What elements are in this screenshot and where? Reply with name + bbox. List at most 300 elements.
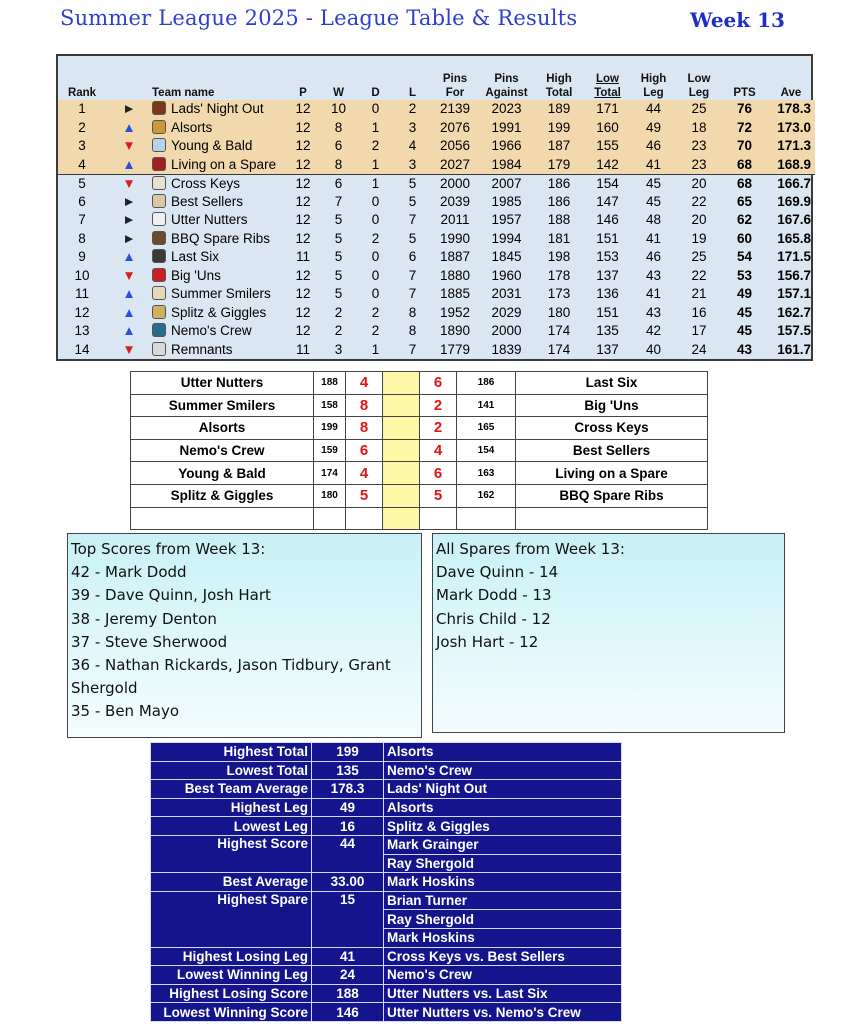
cell-lt: 137 xyxy=(596,341,619,357)
empty-cell xyxy=(457,507,516,529)
league-row xyxy=(58,304,815,323)
league-row xyxy=(58,230,815,249)
cell-p: 12 xyxy=(286,119,320,138)
cell-pf: 1890 xyxy=(439,323,471,339)
cell-pts: 72 xyxy=(722,119,767,138)
cell-lt: 171 xyxy=(584,100,631,119)
team-name-cell xyxy=(152,211,286,230)
home-legs: 5 xyxy=(346,484,383,507)
cell-pa: 1985 xyxy=(491,193,522,209)
stat-holder: Nemo's Crew xyxy=(384,966,622,985)
cell-ht: 173 xyxy=(547,286,571,302)
away-team: Living on a Spare xyxy=(516,462,708,485)
cell-w: 2 xyxy=(334,323,343,339)
spare-line: Dave Quinn - 14 xyxy=(436,563,559,582)
cell-w: 8 xyxy=(320,119,357,138)
rank-cell: 2 xyxy=(58,119,106,138)
cell-pts: 53 xyxy=(736,267,753,283)
cell-pa: 2000 xyxy=(491,323,522,339)
team-crest-icon xyxy=(152,120,166,134)
stat-value: 199 xyxy=(312,743,384,762)
stat-holder: Splitz & Giggles xyxy=(384,817,622,836)
cell-p: 11 xyxy=(295,341,310,357)
cell-pa: 1991 xyxy=(479,119,534,138)
stat-label: Highest Losing Score xyxy=(151,984,312,1003)
cell-ht: 189 xyxy=(534,100,584,119)
league-row xyxy=(58,119,815,138)
team-name: Best Sellers xyxy=(171,193,244,209)
cell-ll: 24 xyxy=(691,341,707,357)
cell-p: 12 xyxy=(286,156,320,175)
top-score-line: 39 - Dave Quinn, Josh Hart xyxy=(71,586,271,605)
team-name-cell xyxy=(152,119,286,138)
stat-value: 135 xyxy=(312,761,384,780)
cell-pts: 68 xyxy=(722,174,767,193)
col-p: P xyxy=(299,87,307,99)
cell-l: 8 xyxy=(408,304,417,320)
cell-pa: 1994 xyxy=(491,230,522,246)
cell-pf: 2027 xyxy=(431,156,479,175)
away-legs: 6 xyxy=(420,372,457,395)
team-crest-icon xyxy=(152,342,166,356)
col-low-leg: Low Leg xyxy=(687,73,711,99)
cell-pa: 1845 xyxy=(491,249,522,265)
result-divider xyxy=(383,372,420,395)
away-total: 163 xyxy=(457,462,516,485)
cell-w: 10 xyxy=(320,100,357,119)
cell-p: 11 xyxy=(295,249,310,265)
cell-l: 7 xyxy=(408,341,417,357)
league-row xyxy=(58,285,815,304)
cell-ll: 19 xyxy=(691,230,707,246)
stat-holder: Nemo's Crew xyxy=(384,761,622,780)
cell-d: 1 xyxy=(357,156,394,175)
rank-cell: 5 xyxy=(58,174,106,193)
col-pins-against: Pins Against xyxy=(485,73,528,99)
cell-hl: 46 xyxy=(645,249,662,265)
stat-holder: Alsorts xyxy=(384,743,622,762)
col-team: Team name xyxy=(152,87,215,99)
rank-cell: 10 xyxy=(74,267,90,283)
cell-ave: 169.9 xyxy=(777,193,811,209)
cell-lt: 160 xyxy=(584,119,631,138)
cell-p: 12 xyxy=(295,212,311,228)
cell-hl: 45 xyxy=(631,174,676,193)
team-crest-icon xyxy=(152,176,166,190)
away-total: 141 xyxy=(457,394,516,417)
league-row xyxy=(58,137,815,156)
cell-ave: 173.0 xyxy=(767,119,815,138)
cell-pts: 49 xyxy=(736,286,753,302)
cell-ave: 157.1 xyxy=(777,286,811,302)
team-name: Splitz & Giggles xyxy=(171,304,267,320)
cell-pa: 2031 xyxy=(491,286,522,302)
top-score-line: 38 - Jeremy Denton xyxy=(71,609,217,628)
league-row xyxy=(58,322,815,341)
cell-ll: 23 xyxy=(676,156,722,175)
cell-pa: 1960 xyxy=(491,267,522,283)
team-crest-icon xyxy=(152,286,166,300)
cell-l: 3 xyxy=(394,119,431,138)
stat-value: 49 xyxy=(312,798,384,817)
team-crest-icon xyxy=(152,305,166,319)
movement-same-icon: ► xyxy=(122,212,136,228)
rank-cell: 7 xyxy=(78,212,86,228)
cell-ave: 171.3 xyxy=(767,137,815,156)
team-name-cell xyxy=(152,193,286,212)
cell-d: 2 xyxy=(371,323,380,339)
movement-up-icon: ▲ xyxy=(106,156,152,175)
cell-w: 5 xyxy=(334,286,343,302)
stat-row xyxy=(151,761,622,780)
cell-hl: 43 xyxy=(645,304,662,320)
home-total: 158 xyxy=(314,394,346,417)
result-divider xyxy=(383,484,420,507)
stat-label: Best Average xyxy=(151,873,312,892)
team-name: Alsorts xyxy=(171,119,213,135)
cell-ave: 165.8 xyxy=(777,230,811,246)
col-pins-for: Pins For xyxy=(442,73,468,99)
cell-l: 7 xyxy=(408,286,417,302)
away-team: Last Six xyxy=(516,372,708,395)
cell-pa: 1957 xyxy=(491,212,522,228)
away-legs: 2 xyxy=(420,394,457,417)
home-team: Nemo's Crew xyxy=(131,439,314,462)
cell-d: 0 xyxy=(371,212,380,228)
cell-ll: 23 xyxy=(676,137,722,156)
away-team: Cross Keys xyxy=(516,417,708,440)
cell-pf: 2039 xyxy=(439,193,471,209)
movement-same-icon: ► xyxy=(122,230,136,246)
away-total: 165 xyxy=(457,417,516,440)
cell-l: 4 xyxy=(394,137,431,156)
home-total: 174 xyxy=(314,462,346,485)
stat-row xyxy=(151,780,622,799)
cell-ll: 22 xyxy=(691,193,707,209)
cell-pf: 1779 xyxy=(439,341,471,357)
cell-pf: 2076 xyxy=(431,119,479,138)
team-crest-icon xyxy=(152,249,166,263)
stat-label: Highest Losing Leg xyxy=(151,947,312,966)
team-name-cell xyxy=(152,322,286,341)
home-total: 180 xyxy=(314,484,346,507)
cell-ave: 157.5 xyxy=(777,323,811,339)
stat-label: Highest Total xyxy=(151,743,312,762)
cell-ht: 179 xyxy=(534,156,584,175)
team-name-cell xyxy=(152,267,286,286)
cell-hl: 45 xyxy=(645,193,662,209)
cell-lt: 146 xyxy=(596,212,619,228)
movement-same-icon: ► xyxy=(122,193,136,209)
cell-w: 5 xyxy=(334,249,343,265)
movement-same-icon: ► xyxy=(106,100,152,119)
movement-up-icon: ▲ xyxy=(122,249,136,265)
cell-d: 2 xyxy=(371,230,380,246)
result-row xyxy=(131,484,708,507)
col-high-leg: High Leg xyxy=(640,73,667,99)
stat-value: 24 xyxy=(312,966,384,985)
cell-ave: 156.7 xyxy=(777,267,811,283)
team-name-cell xyxy=(152,100,286,119)
spare-line: Chris Child - 12 xyxy=(436,609,551,628)
stat-row xyxy=(151,1003,622,1022)
stat-value: 188 xyxy=(312,984,384,1003)
team-name-cell xyxy=(152,174,286,193)
league-header-row xyxy=(58,56,815,100)
spare-line: Josh Hart - 12 xyxy=(436,632,539,651)
cell-ht: 199 xyxy=(534,119,584,138)
cell-l: 5 xyxy=(408,230,417,246)
away-total: 162 xyxy=(457,484,516,507)
cell-lt: 136 xyxy=(596,286,619,302)
rank-cell: 1 xyxy=(58,100,106,119)
cell-w: 6 xyxy=(320,174,357,193)
away-total: 186 xyxy=(457,372,516,395)
result-row xyxy=(131,462,708,485)
cell-l: 3 xyxy=(394,156,431,175)
rank-cell: 6 xyxy=(78,193,86,209)
cell-lt: 135 xyxy=(596,323,619,339)
stat-holder: Mark Grainger xyxy=(384,835,622,854)
spare-line: Mark Dodd - 13 xyxy=(436,586,552,605)
cell-p: 12 xyxy=(295,193,311,209)
cell-pa: 2023 xyxy=(479,100,534,119)
stat-label: Lowest Total xyxy=(151,761,312,780)
team-name: Living on a Spare xyxy=(171,156,277,172)
result-row xyxy=(131,372,708,395)
home-total: 188 xyxy=(314,372,346,395)
league-row xyxy=(58,267,815,286)
all-spares-box xyxy=(432,533,785,733)
cell-ht: 198 xyxy=(547,249,571,265)
team-name: Big 'Uns xyxy=(171,267,221,283)
all-spares-title: All Spares from Week 13: xyxy=(436,540,625,558)
stat-holder: Ray Shergold xyxy=(384,854,622,873)
league-row xyxy=(58,211,815,230)
result-row-empty xyxy=(131,507,708,529)
team-name-cell xyxy=(152,230,286,249)
cell-ll: 25 xyxy=(676,100,722,119)
team-name-cell xyxy=(152,285,286,304)
stat-holder: Utter Nutters vs. Last Six xyxy=(384,984,622,1003)
cell-pf: 1952 xyxy=(439,304,471,320)
team-name: Remnants xyxy=(171,341,233,357)
cell-ht: 178 xyxy=(547,267,571,283)
stat-holder: Utter Nutters vs. Nemo's Crew xyxy=(384,1003,622,1022)
away-total: 154 xyxy=(457,439,516,462)
empty-cell xyxy=(516,507,708,529)
cell-pts: 76 xyxy=(722,100,767,119)
cell-d: 1 xyxy=(357,119,394,138)
home-legs: 8 xyxy=(346,394,383,417)
team-name-cell xyxy=(152,156,286,175)
stat-label: Highest Score xyxy=(151,835,312,872)
cell-ll: 17 xyxy=(691,323,707,339)
home-total: 159 xyxy=(314,439,346,462)
movement-up-icon: ▲ xyxy=(122,286,136,302)
cell-d: 0 xyxy=(357,100,394,119)
top-score-line: 42 - Mark Dodd xyxy=(71,563,187,582)
league-row xyxy=(58,174,815,193)
away-legs: 5 xyxy=(420,484,457,507)
cell-d: 1 xyxy=(371,341,380,357)
home-team: Summer Smilers xyxy=(131,394,314,417)
cell-pf: 1880 xyxy=(439,267,471,283)
cell-ll: 16 xyxy=(691,304,707,320)
cell-lt: 151 xyxy=(596,304,619,320)
results-table xyxy=(130,371,708,530)
stat-value: 15 xyxy=(312,891,384,947)
cell-lt: 155 xyxy=(584,137,631,156)
team-crest-icon xyxy=(152,212,166,226)
cell-pts: 43 xyxy=(736,341,753,357)
league-row xyxy=(58,248,815,267)
team-name: Young & Bald xyxy=(171,138,253,154)
cell-pa: 1966 xyxy=(479,137,534,156)
stat-row xyxy=(151,835,622,854)
result-row xyxy=(131,417,708,440)
team-name: Summer Smilers xyxy=(171,286,271,302)
rank-cell: 4 xyxy=(58,156,106,175)
cell-pf: 1887 xyxy=(439,249,471,265)
col-high-total: High Total xyxy=(545,73,573,99)
team-crest-icon xyxy=(152,323,166,337)
cell-hl: 42 xyxy=(645,323,662,339)
cell-lt: 154 xyxy=(584,174,631,193)
cell-hl: 49 xyxy=(631,119,676,138)
cell-l: 8 xyxy=(408,323,417,339)
cell-w: 2 xyxy=(334,304,343,320)
cell-d: 0 xyxy=(371,267,380,283)
result-divider xyxy=(383,417,420,440)
home-legs: 6 xyxy=(346,439,383,462)
stat-row xyxy=(151,966,622,985)
col-w: W xyxy=(333,87,344,99)
cell-ll: 20 xyxy=(676,174,722,193)
cell-p: 12 xyxy=(286,100,320,119)
stat-row xyxy=(151,984,622,1003)
cell-hl: 41 xyxy=(631,156,676,175)
cell-pts: 65 xyxy=(736,193,753,209)
cell-ave: 178.3 xyxy=(767,100,815,119)
cell-l: 2 xyxy=(394,100,431,119)
empty-cell xyxy=(131,507,314,529)
cell-lt: 142 xyxy=(584,156,631,175)
away-legs: 4 xyxy=(420,439,457,462)
cell-ht: 174 xyxy=(547,341,571,357)
cell-hl: 43 xyxy=(645,267,662,283)
cell-pa: 1984 xyxy=(479,156,534,175)
rank-cell: 12 xyxy=(74,304,90,320)
cell-l: 7 xyxy=(408,212,417,228)
empty-cell xyxy=(314,507,346,529)
cell-pts: 60 xyxy=(736,230,753,246)
away-team: Big 'Uns xyxy=(516,394,708,417)
stat-label: Highest Leg xyxy=(151,798,312,817)
cell-pf: 2139 xyxy=(431,100,479,119)
movement-up-icon: ▲ xyxy=(106,119,152,138)
league-row xyxy=(58,341,815,360)
cell-ave: 171.5 xyxy=(777,249,811,265)
stat-row xyxy=(151,798,622,817)
cell-ave: 167.6 xyxy=(777,212,811,228)
cell-lt: 151 xyxy=(596,230,619,246)
cell-lt: 153 xyxy=(596,249,619,265)
cell-lt: 137 xyxy=(596,267,619,283)
col-pts: PTS xyxy=(733,87,756,99)
cell-pa: 1839 xyxy=(491,341,522,357)
league-row xyxy=(58,156,815,175)
cell-p: 12 xyxy=(286,174,320,193)
rank-cell: 9 xyxy=(78,249,86,265)
result-divider xyxy=(383,439,420,462)
rank-cell: 13 xyxy=(74,323,90,339)
cell-ll: 22 xyxy=(691,267,707,283)
col-d: D xyxy=(371,87,380,99)
rank-cell: 3 xyxy=(58,137,106,156)
cell-hl: 44 xyxy=(631,100,676,119)
empty-cell xyxy=(346,507,383,529)
top-score-line: 37 - Steve Sherwood xyxy=(71,632,228,651)
stat-holder: Mark Hoskins xyxy=(384,873,622,892)
cell-pts: 54 xyxy=(736,249,753,265)
cell-ll: 21 xyxy=(691,286,707,302)
stat-row xyxy=(151,891,622,910)
cell-lt: 147 xyxy=(596,193,619,209)
team-name: BBQ Spare Ribs xyxy=(171,230,271,246)
cell-ll: 18 xyxy=(676,119,722,138)
stat-row xyxy=(151,817,622,836)
cell-ll: 25 xyxy=(691,249,707,265)
col-move xyxy=(106,56,152,100)
home-legs: 4 xyxy=(346,372,383,395)
cell-d: 0 xyxy=(371,249,380,265)
cell-ht: 186 xyxy=(534,174,584,193)
team-name-cell xyxy=(152,137,286,156)
result-row xyxy=(131,394,708,417)
league-row xyxy=(58,100,815,119)
stat-value: 41 xyxy=(312,947,384,966)
team-name: Cross Keys xyxy=(171,175,241,191)
movement-up-icon: ▲ xyxy=(122,304,136,320)
away-legs: 2 xyxy=(420,417,457,440)
cell-ave: 168.9 xyxy=(767,156,815,175)
stat-label: Lowest Leg xyxy=(151,817,312,836)
cell-ht: 174 xyxy=(547,323,571,339)
cell-pts: 70 xyxy=(722,137,767,156)
cell-ave: 166.7 xyxy=(767,174,815,193)
week-label: Week 13 xyxy=(690,8,785,32)
cell-pf: 1885 xyxy=(439,286,471,302)
home-team: Young & Bald xyxy=(131,462,314,485)
cell-p: 12 xyxy=(295,230,311,246)
cell-pf: 2056 xyxy=(431,137,479,156)
cell-ave: 161.7 xyxy=(777,341,811,357)
cell-l: 5 xyxy=(394,174,431,193)
cell-hl: 40 xyxy=(645,341,662,357)
stat-holder: Alsorts xyxy=(384,798,622,817)
cell-pa: 2029 xyxy=(491,304,522,320)
rank-cell: 8 xyxy=(78,230,86,246)
stat-row xyxy=(151,743,622,762)
cell-p: 12 xyxy=(295,304,311,320)
stat-label: Highest Spare xyxy=(151,891,312,947)
stat-value: 44 xyxy=(312,835,384,872)
result-divider xyxy=(383,394,420,417)
stat-value: 178.3 xyxy=(312,780,384,799)
cell-ht: 181 xyxy=(547,230,571,246)
home-total: 199 xyxy=(314,417,346,440)
